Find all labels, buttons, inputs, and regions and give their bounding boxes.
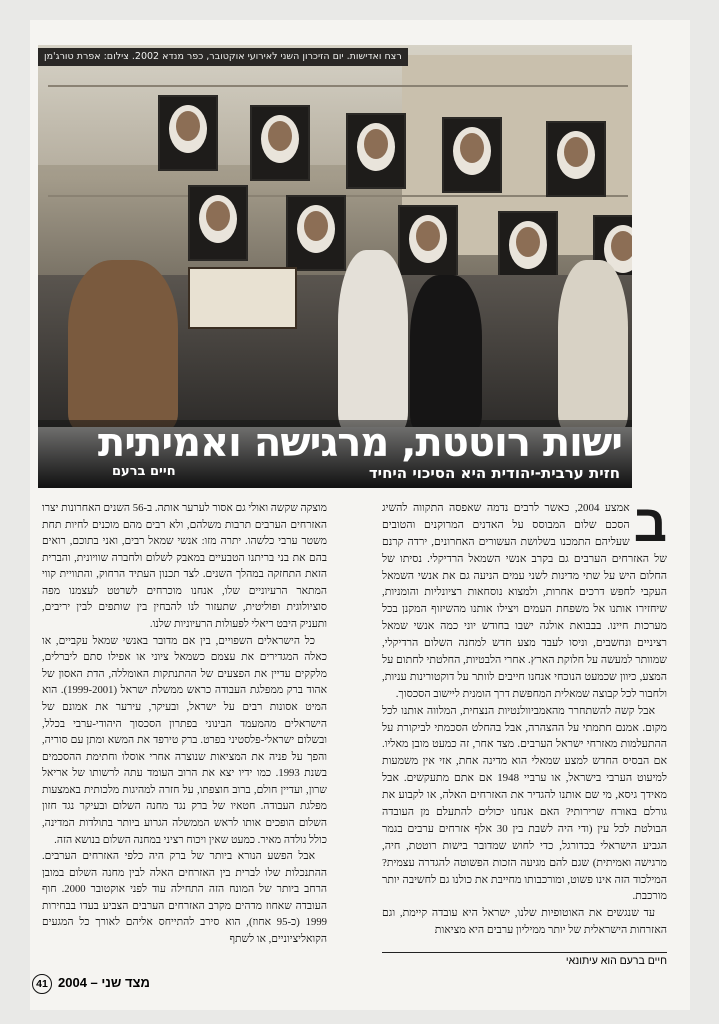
photo-protest-sign [188,267,297,329]
photo-portrait [398,205,458,281]
article-headline: ישות רוטטת, מרגישה ואמיתית [97,420,622,466]
photo-rope [48,85,628,87]
paragraph: כל הישראלים השפויים, בין אם מדובר באנשי שמאל עקביים, או כאלה המגדירים את עצמם כשמאל ציוני או אפילו סתם ליברלים, מלקקים עדיין את הפצעים של ההתנתקות האומללה, הדת האסון של אהוד ברק ממפלגת העבודה כראש ממשלת ישראל (1999-2001). הוא המיט אסונות רבים על ישראל, ובעיקר, עירער את אמונם של הישראלים מהמעמד הבינוני בפתרון הסכסוך היהודי-ערבי בכלל, ובשלום ישראלי-פלסטיני בפרט. ברק טירפד את המשא ומתן עם סוריה, והפך על פניה את המציאות שנוצרה אחרי אוסלו וחתימת ההסכמים בשנת 1993. כמו ידיו יצא את הרוב העומד עתה לרשותו של אריאל שרון, ועדיין חולם, ברוב חוצפתו, על חזרה למהיגות מלכותית באמצעות מפלגת העבודה. חטאיו של ברק נגד מחנה השלום ובעיקר נגד חזון השלום הופכים אותו לראש הממשלה הגרוע ביותר בתולדות המדינה, כולל גולדה מאיר. כמעט שאין ויכוח רציני במחנה השלום בנושא הזה. [42,634,327,846]
paragraph: מוצקה שקשה ואולי גם אסור לערער אותה. ב-56 השנים האחרונות יצרו האזרחים הערבים תרבות משלהם, ולא רבים מהם מוכנים לחיות תחת משטר ערבי כלשהו. יתרה מזו: אנשי שמאל רבים, ואני בתוכם, רואים בהם את בני בריתנו הטבעיים במאבק לשלום ולחברה שוויונית, והברית הזאת התחזקה במהלך השנים. לצד תכנון העתיד הרחוק, והתוויית קווי המתאר הרעיוניים שלו, אנחנו מוכרחים לשרטט לעצמנו מפה סוציולוגית ופוליטית, שתעזור לנו להבחין בין שותפים לבין יריבים, ותעניק היבט ריאלי לפעולות הרעיוניות שלנו. [42,502,328,631]
photo-portrait [286,195,346,271]
photo-person [410,275,482,427]
magazine-footer: מצד שני – 2004 [58,975,150,990]
paragraph: אבל קשה להשתחרר מהאמביוולנטיות הנצחית, המלווה אותנו לכל מקום. אמנם חתמתי על ההצהרה, אבל בהחלט הסכמתי לביקורת על ההתעלמות מאזרחי ישראל הערבים. מצד אחר, זה כמעט מובן מאליו. אם הבסיס החדש למצע שמאלי הוא מדינה אחת, אזי אין משמעות למיעוט הערבי בישראל, או ערביי 1948 אם אתם מתעקשים. אבל מאידך גיסא, מי שם אותנו להגדיר את האזרחים האלה, או לקבוע את גורלם באורח שרירותי? האם אנחנו יכולים להתעלם מן העובדה הבולטת לכל עין (ודי היה לשבת בין 30 אלף אזרחים ערבים בגמר הגביע הישראלי בכדורגל, כדי לחוש שמדובר בישות רוטטת, חיה, מרגישה ואמיתית) שגם להם מגיעה הזכות הפשוטה להגדרה עצמית? המילכוד הזה אינו פשוט, ומורכבותו מחייבת את כולנו גם לחשיבה יותר מורכבת. [382,704,667,903]
drop-cap: ב [633,495,667,553]
photo-portrait [546,121,606,197]
title-band [38,420,632,488]
bio-divider [382,952,667,953]
photo-person [68,260,178,427]
paragraph: אמצע 2004, כאשר לרבים נדמה שאפסה התקווה להשיג הסכם שלום המבוסס על האדנים המרוקנים והטובים שעליהם התמכנו בשלושת העשורים האחרונים, ירדה קרנם של האזרחים הערבים גם בקרב אנשי השמאל הרדיקלי. נסיתו של החלום היש על שתי מדינות לשני עמים הניעה גם את אנשי השמאל העקבי לחפש דרכים אחרות, ולמצוא נוסחאות רציונליות והומניות, שיחזירו אותנו אל משפחת העמים ויצילו אותנו מהשיזוף המקנן בכל מערכות חיינו. בבבואת אולגה ישבו בחודש יוני כמה אנשי שמאל רציניים ונחשבים, וניסו לעבד מצע חדש למחנה השלום הרדיקלי, שמוותר למעשה על חלוקת הארץ. אחרי הלבטיות, החלטתי לחתום על המצע, כיוון שכמעט הנוכחי אנחנו חייבים לוותר על דוקטורינות עניות, ולחבור לכל קבוצה שמאלית המחפשת דרך הומנית ליישוב הסכסוך. [382,502,667,700]
article-photo [38,45,632,427]
photo-portrait [158,95,218,171]
article-column-left [42,500,327,948]
photo-person [338,250,408,427]
author-bio: חיים ברעם הוא עיתונאי [565,955,667,967]
photo-caption: רצח ואדישות. יום הזיכרון השני לאירועי אוקטובר, כפר מנדא 2002. צילום: אפרת טורג'מן [38,48,408,66]
paragraph: עד שנגשים את האוטופיות שלנו, ישראל היא עובדה קיימת, וגם האזרחות הישראלית של יותר ממיליון ערבים היא מציאות [382,907,667,937]
photo-person [558,260,628,427]
paragraph: אבל הפשע הנורא ביותר של ברק היה כלפי האזרחים הערבים. ההתנכלות שלו לברית בין האזרחים האלה לבין מחנה השלום במובן הרחב ביותר של המונח הזה התחילה עוד לפני אוקטובר 2000. חוף העובדה שאחוז מדהים מקרב האזרחים הערבים הצביע בעדו בבחירות 1999 (כ-95 אחוז), הוא סירב להתייחס אליהם לאורך כל המגעים הקואליציוניים, או לשתף [42,850,328,946]
article-author: חיים ברעם [112,464,176,479]
article-column-right [382,495,667,939]
photo-portrait [250,105,310,181]
photo-portrait [188,185,248,261]
page-number: 41 [32,974,52,994]
photo-portrait [442,117,502,193]
photo-portrait [346,113,406,189]
article-subhead: חזית ערבית-יהודית היא הסיכוי היחיד [368,464,620,482]
